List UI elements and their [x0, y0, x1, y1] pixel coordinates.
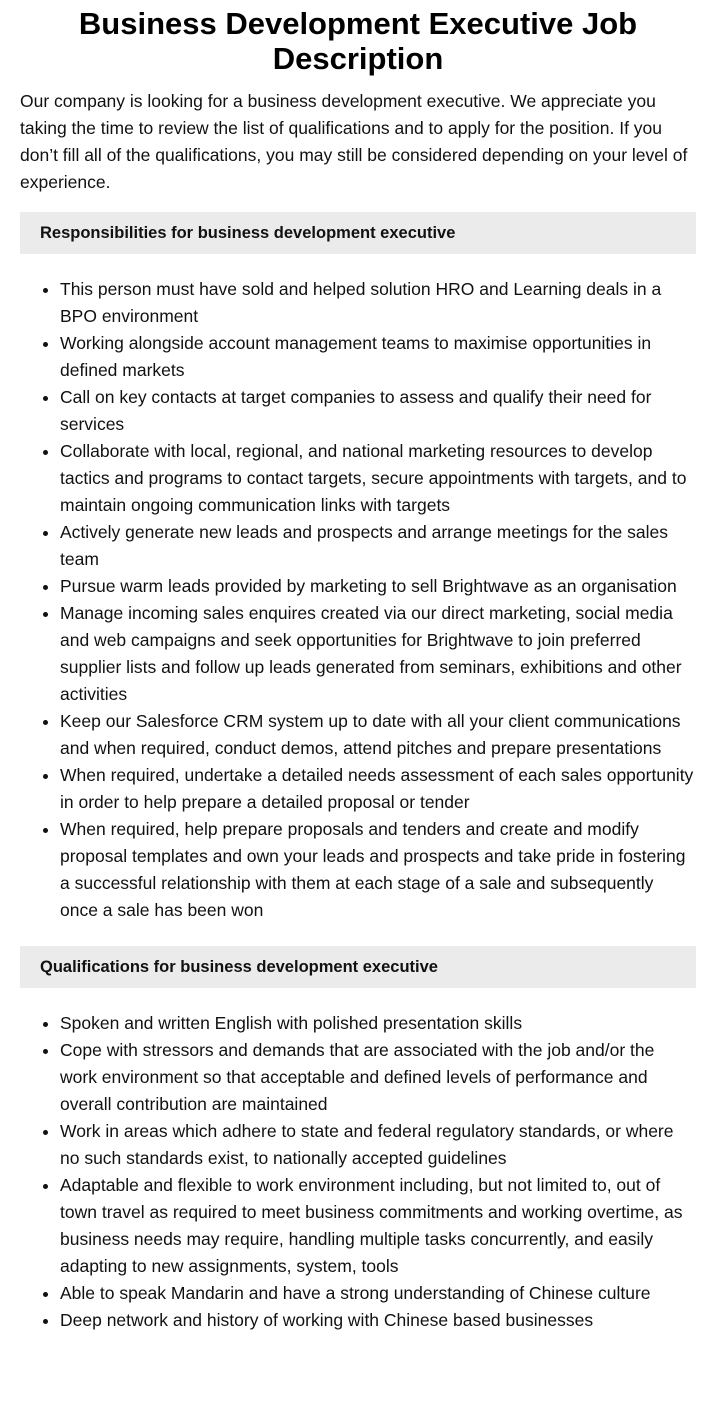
list-item: • Working alongside account management teams to maximise opportunities in defined markets: [60, 330, 696, 384]
list-item: • Work in areas which adhere to state and federal regulatory standards, or where no such standards exist, to nationally accepted guidelines: [60, 1118, 696, 1172]
qualifications-heading: Qualifications for business development executive: [20, 946, 696, 988]
list-item: • Deep network and history of working with Chinese based businesses: [60, 1307, 696, 1334]
list-item: • Collaborate with local, regional, and national marketing resources to develop tactics and programs to contact targets, secure appointments with targets, and to maintain ongoing communication links with targets: [60, 438, 696, 519]
list-item: • Actively generate new leads and prospects and arrange meetings for the sales team: [60, 519, 696, 573]
responsibilities-heading: Responsibilities for business development executive: [20, 212, 696, 254]
list-item: • Keep our Salesforce CRM system up to date with all your client communications and when required, conduct demos, attend pitches and prepare presentations: [60, 708, 696, 762]
list-item: • Manage incoming sales enquires created via our direct marketing, social media and web campaigns and seek opportunities for Brightwave to join preferred supplier lists and follow up leads generated from seminars, exhibitions and other activities: [60, 600, 696, 708]
list-item: • Call on key contacts at target companies to assess and qualify their need for services: [60, 384, 696, 438]
list-item: • When required, help prepare proposals and tenders and create and modify proposal templates and own your leads and prospects and take pride in fostering a successful relationship with them at each stage of a sale and subsequently once a sale has been won: [60, 816, 696, 924]
list-item: • Spoken and written English with polished presentation skills: [60, 1010, 696, 1037]
qualifications-list: [20, 1010, 696, 1334]
list-item: • When required, undertake a detailed needs assessment of each sales opportunity in order to help prepare a detailed proposal or tender: [60, 762, 696, 816]
list-item: • This person must have sold and helped solution HRO and Learning deals in a BPO environment: [60, 276, 696, 330]
list-item: • Able to speak Mandarin and have a strong understanding of Chinese culture: [60, 1280, 696, 1307]
page-title: Business Development Executive Job Description: [78, 6, 638, 76]
list-item: • Cope with stressors and demands that are associated with the job and/or the work environment so that acceptable and defined levels of performance and overall contribution are maintained: [60, 1037, 696, 1118]
responsibilities-list: [20, 276, 696, 924]
list-item: • Adaptable and flexible to work environment including, but not limited to, out of town travel as required to meet business commitments and working overtime, as business needs may require, handling multiple tasks concurrently, and easily adapting to new assignments, system, tools: [60, 1172, 696, 1280]
intro-paragraph: Our company is looking for a business development executive. We appreciate you taking the time to review the list of qualifications and to apply for the position. If you don’t fill all of the qualifications, you may still be considered depending on your level of experience.: [20, 91, 688, 192]
list-item: • Pursue warm leads provided by marketing to sell Brightwave as an organisation: [60, 573, 696, 600]
